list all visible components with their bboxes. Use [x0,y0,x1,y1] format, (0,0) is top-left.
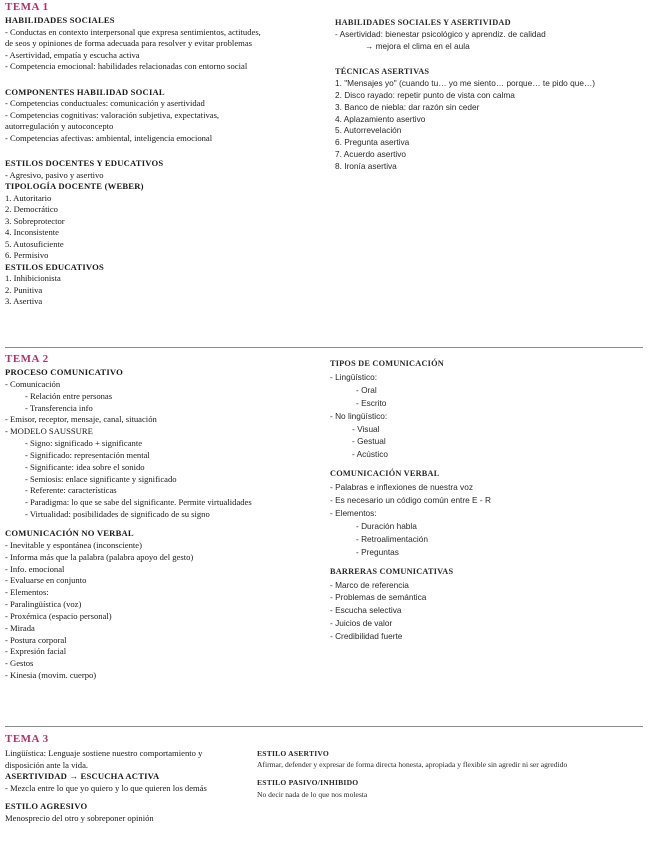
tema-1-title: TEMA 1 [5,1,49,13]
tema-3-left-column [5,748,255,825]
list-item: - Inevitable y espontánea (inconsciente) [5,539,142,550]
list-item: - Asertividad, empatía y escucha activa [5,49,140,60]
list-item: - Significado: representación mental [25,449,150,460]
list-item: - Conductas en contexto interpersonal que expresa sentimientos, actitudes, [5,26,261,37]
list-item: - Transferencia info [25,402,93,413]
list-item: 6. Permisivo [5,250,49,260]
list-item: - Competencias afectivas: ambiental, inteligencia emocional [5,132,213,143]
list-item: - Acústico [352,449,388,460]
componentes-heading: COMPONENTES HABILIDAD SOCIAL [5,86,165,97]
list-item: - Elementos: [330,507,377,518]
list-item: - Problemas de semántica [330,592,427,603]
list-item: - Lingüístico: [330,371,378,382]
section-divider [5,347,643,348]
list-item: - Mirada [5,622,35,633]
list-item: - Retroalimentación [356,533,428,544]
tipos-comunicacion-heading: TIPOS DE COMUNICACIÓN [330,359,444,368]
list-item: 4. Inconsistente [5,227,59,237]
list-item: - Gestual [352,436,386,447]
list-item: - Es necesario un código común entre E - R [330,495,491,506]
tema-2-title: TEMA 2 [5,353,49,365]
tema-1-right-column [335,17,645,173]
list-item: 2. Punitiva [5,284,43,295]
list-item: - Competencias conductuales: comunicación y asertividad [5,98,205,108]
list-item: 1. "Mensajes yo" (cuando tu… yo me siento… porque… te pido que…) [335,78,596,89]
list-item: - Mezcla entre lo que yo quiero y lo que quieren los demás [5,782,207,793]
tipologia-docente-heading: TIPOLOGÍA DOCENTE (WEBER) [5,181,144,191]
linguistica-text: Lingüística: Lenguaje sostiene nuestro comportamiento y [5,748,203,758]
estilo-pasivo-text: No decir nada de lo que nos molesta [257,789,368,799]
list-item: - Referente: características [25,485,117,496]
linguistica-text: disposición ante la vida. [5,759,89,770]
list-item: 3. Asertiva [5,296,43,306]
list-item: - Juicios de valor [330,618,393,629]
list-item: - Visual [352,423,380,434]
asertividad-escucha-heading: ASERTIVIDAD → ESCUCHA ACTIVA [5,771,160,782]
list-item: 1. Autoritario [5,192,52,203]
list-item: - Postura corporal [5,634,67,645]
list-item: 5. Autorrevelación [335,125,402,136]
habilidades-sociales-heading: HABILIDADES SOCIALES [5,15,115,25]
tema-1-left-column [5,15,325,308]
list-item: autorregulación y autoconcepto [5,121,114,131]
list-item: - Expresión facial [5,646,67,657]
estilo-asertivo-heading: ESTILO ASERTIVO [257,749,330,758]
list-item: - Competencias cognitivas: valoración subjetiva, expectativas, [5,109,220,120]
list-item: - Asertividad: bienestar psicológico y aprendiz. de calidad [335,28,546,39]
proceso-comunicativo-heading: PROCESO COMUNICATIVO [5,367,124,377]
comunicacion-verbal-heading: COMUNICACIÓN VERBAL [330,469,440,479]
list-item: - Preguntas [356,546,399,557]
list-item: - Evaluarse en conjunto [5,575,87,586]
list-item: - Credibilidad fuerte [330,631,403,642]
list-item: 4. Aplazamiento asertivo [335,113,426,124]
list-item: - No lingüístico: [330,410,388,421]
list-item: - Informa más que la palabra (palabra apoyo del gesto) [5,551,194,562]
barreras-comunicativas-heading: BARRERAS COMUNICATIVAS [330,566,454,576]
list-item: - Escrito [356,397,387,408]
estilos-docentes-heading: ESTILOS DOCENTES Y EDUCATIVOS [5,158,164,168]
list-item: - Emisor, receptor, mensaje, canal, situación [5,414,157,425]
list-item: → mejora el clima en el aula [365,40,470,51]
list-item: - Proxémica (espacio personal) [5,610,112,621]
list-item: 3. Sobreprotector [5,215,65,226]
list-item: - Oral [356,384,377,395]
list-item: 3. Banco de niebla: dar razón sin ceder [335,101,480,112]
list-item: 7. Acuerdo asertivo [335,148,407,159]
list-item: - Relación entre personas [25,390,113,401]
list-item: - Palabras e inflexiones de nuestra voz [330,482,473,493]
list-item: - Virtualidad: posibilidades de significado de su signo [25,509,210,520]
list-item: - Significante: idea sobre el sonido [25,461,145,472]
estilo-asertivo-text: Afirmar, defender y expresar de forma directa honesta, apropiada y flexible sin agredir ni ser agredido [257,760,568,770]
tema-3-title: TEMA 3 [5,733,49,745]
list-item: - Paralingüística (voz) [5,599,82,610]
list-item: - Gestos [5,658,34,669]
list-item: 8. Ironía asertiva [335,160,397,171]
estilo-agresivo-heading: ESTILO AGRESIVO [5,801,88,812]
hs-asertividad-heading: HABILIDADES SOCIALES Y ASERTIVIDAD [335,18,511,27]
list-item: - Paradigma: lo que se sabe del significante. Permite virtualidades [25,497,252,508]
list-item: - Kinesia (movim. cuerpo) [5,670,97,681]
estilos-educativos-heading: ESTILOS EDUCATIVOS [5,261,105,272]
list-item: 2. Disco rayado: repetir punto de vista con calma [335,89,515,100]
list-item: 1. Inhibicionista [5,273,61,283]
list-item: - MODELO SAUSSURE [5,426,93,437]
tecnicas-asertivas-heading: TÉCNICAS ASERTIVAS [335,67,430,77]
list-item: - Duración habla [356,520,417,531]
list-item: - Signo: significado + significante [25,438,143,449]
tema-3-right-column [257,748,647,800]
section-divider [5,726,643,727]
list-item: 5. Autosuficiente [5,238,64,249]
estilo-agresivo-text: Menosprecio del otro y sobreponer opinión [5,812,154,823]
list-item: 6. Pregunta asertiva [335,137,410,148]
list-item: 2. Democrático [5,204,58,214]
list-item: - Info. emocional [5,563,65,574]
list-item: - Competencia emocional: habilidades relacionadas con entorno social [5,61,248,71]
estilo-pasivo-heading: ESTILO PASIVO/INHIBIDO [257,778,359,788]
list-item: de seos y opiniones de forma adecuada para resolver y evitar problemas [5,38,252,48]
list-item: - Escucha selectiva [330,605,402,616]
list-item: - Elementos: [5,587,49,598]
tema-2-right-column [330,358,645,643]
list-item: - Comunicación [5,378,61,389]
list-item: - Marco de referencia [330,579,409,590]
comunicacion-no-verbal-heading: COMUNICACIÓN NO VERBAL [5,527,134,538]
tema-2-left-column [5,367,325,682]
list-item: - Agresivo, pasivo y asertivo [5,169,104,180]
list-item: - Semiosis: enlace significante y significado [25,473,177,484]
